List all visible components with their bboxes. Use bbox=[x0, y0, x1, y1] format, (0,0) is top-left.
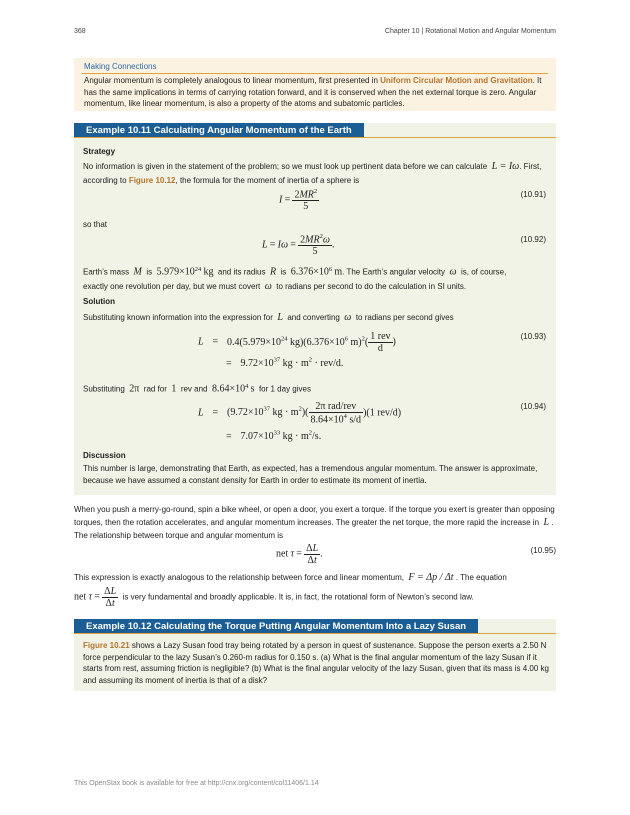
equation-number: (10.91) bbox=[520, 190, 546, 199]
example-10-12-body bbox=[74, 634, 556, 691]
figure-10-21-link[interactable]: Figure 10.21 bbox=[83, 641, 130, 650]
equation-10-93-line-1: L = $0.4(5.979\times 10^{24}$ $kg)(6.376\times 10^6$ m)$^2$( $\frac{\text{1 rev}}{d}$ ) bbox=[198, 331, 396, 354]
strategy-heading: Strategy bbox=[83, 147, 116, 156]
equation-10-94-line-2: = $7.07\times 10^{33}$ kg · $m^2/s$. bbox=[226, 430, 322, 443]
example-10-11-body bbox=[74, 138, 556, 495]
equation-10-95: net τ = $\frac{\Delta L}{\Delta t}$ . bbox=[276, 543, 323, 566]
equation-number: (10.95) bbox=[530, 546, 556, 555]
solution-paragraph: Substituting known information into the expression for L and converting ω to radians per second gives bbox=[83, 312, 454, 323]
equation-10-93-line-2: = $9.72\times 10^{37}$ kg · $m^2 \cdot rev/d$. bbox=[226, 357, 344, 370]
earth-omega-line: exactly one revolution per day, but we must covert ω to radians per second to do the calculation in SI units. bbox=[83, 281, 467, 292]
substituting-paragraph: Substituting 2π rad for 1 rev and $8.64\times 10^4$ s for 1 day gives bbox=[83, 383, 311, 395]
page-number: 368 bbox=[74, 28, 86, 35]
making-connections-box bbox=[74, 58, 556, 111]
example-10-11-title: Example 10.11 Calculating Angular Momentum of the Earth bbox=[74, 123, 364, 138]
so-that-text: so that bbox=[83, 220, 108, 229]
equation-number: (10.92) bbox=[520, 235, 546, 244]
equation-10-92: L = Iω = $\frac{2MR^2\omega}{5}$ . bbox=[262, 233, 335, 258]
earth-mass-paragraph: Earth’s mass M is $5.979\times 10^{24}$ kg and its radius R is $6.376\times 10^6$ m. The Earth’s angular velocity ω is, of course, bbox=[83, 266, 507, 278]
making-connections-title: Making Connections bbox=[84, 62, 157, 71]
torque-paragraph: When you push a merry-go-round, spin a bike wheel, or open a door, you exert a torque. If the torque you exert is greater than opposing torques, then the rotation accelerates, and angular momentum increases. The greater the net torque, the more rapid the increase in L . The relationship between torque and angular momentum is bbox=[74, 505, 555, 541]
solution-heading: Solution bbox=[83, 297, 115, 306]
chapter-title: Chapter 10 | Rotational Motion and Angular Momentum bbox=[384, 28, 556, 35]
equation-number: (10.94) bbox=[520, 402, 546, 411]
newton-second-law-line: net τ = $\frac{\Delta L}{\Delta t}$ is very fundamental and broadly applicable. It is, in fact, the rotational form of Newton’s second law. bbox=[74, 586, 474, 609]
making-connections-text: Angular momentum is completely analogous to linear momentum, first presented in Uniform Circular Motion and Gravitation. It has the same implications in terms of carrying rotation forward, and it is conserved when the net external torque is zero. Angular momentum, like linear momentum, is also a property of the atoms and subatomic particles. bbox=[84, 76, 542, 109]
analogy-paragraph: This expression is exactly analogous to the relationship between force and linear momentum, F = Δp / Δt . The equation bbox=[74, 572, 507, 583]
example-10-12-text: Figure 10.21 shows a Lazy Susan food tray being rotated by a person in quest of sustenance. Suppose the person exerts a 2.50 N force perpendicular to the lazy Susan’s 0.260-m radius for 0.150 s. (a) What is the final angular momentum of the lazy Susan if it starts from rest, assuming friction is negligible? (b) What is the final angular velocity of the lazy Susan, given that its mass is 4.00 kg and assuming its moment of inertia is that of a disk? bbox=[83, 641, 549, 685]
equation-number: (10.93) bbox=[520, 332, 546, 341]
equation-10-94-line-1: L = ($9.72\times 10^{37}$ kg · $m^2$)( $\frac{\text{2π rad/rev}}{8.64\times 10^4 s/d}$ )(1 rev/d) bbox=[198, 401, 402, 426]
divider bbox=[82, 73, 548, 74]
circular-motion-link[interactable]: Uniform Circular Motion and Gravitation bbox=[380, 76, 533, 85]
equation-10-91: I = $\frac{2MR^2}{5}$ bbox=[279, 188, 318, 213]
discussion-text: This number is large, demonstrating that Earth, as expected, has a tremendous angular momentum. The answer is approximate, because we have assumed a constant density for Earth in order to estimate its moment of inertia. bbox=[83, 464, 538, 485]
strategy-paragraph: No information is given in the statement of the problem; so we must look up pertinent data before we can calculate L = Iω. First, according to Figure 10.12, the formula for the moment of inertia of a sphere is bbox=[83, 161, 542, 185]
figure-10-12-link[interactable]: Figure 10.12 bbox=[128, 175, 176, 185]
footer-text: This OpenStax book is available for free at http://cnx.org/content/col11406/1.14 bbox=[74, 780, 319, 787]
discussion-heading: Discussion bbox=[83, 451, 126, 460]
example-10-12-title: Example 10.12 Calculating the Torque Putting Angular Momentum Into a Lazy Susan bbox=[74, 619, 478, 634]
